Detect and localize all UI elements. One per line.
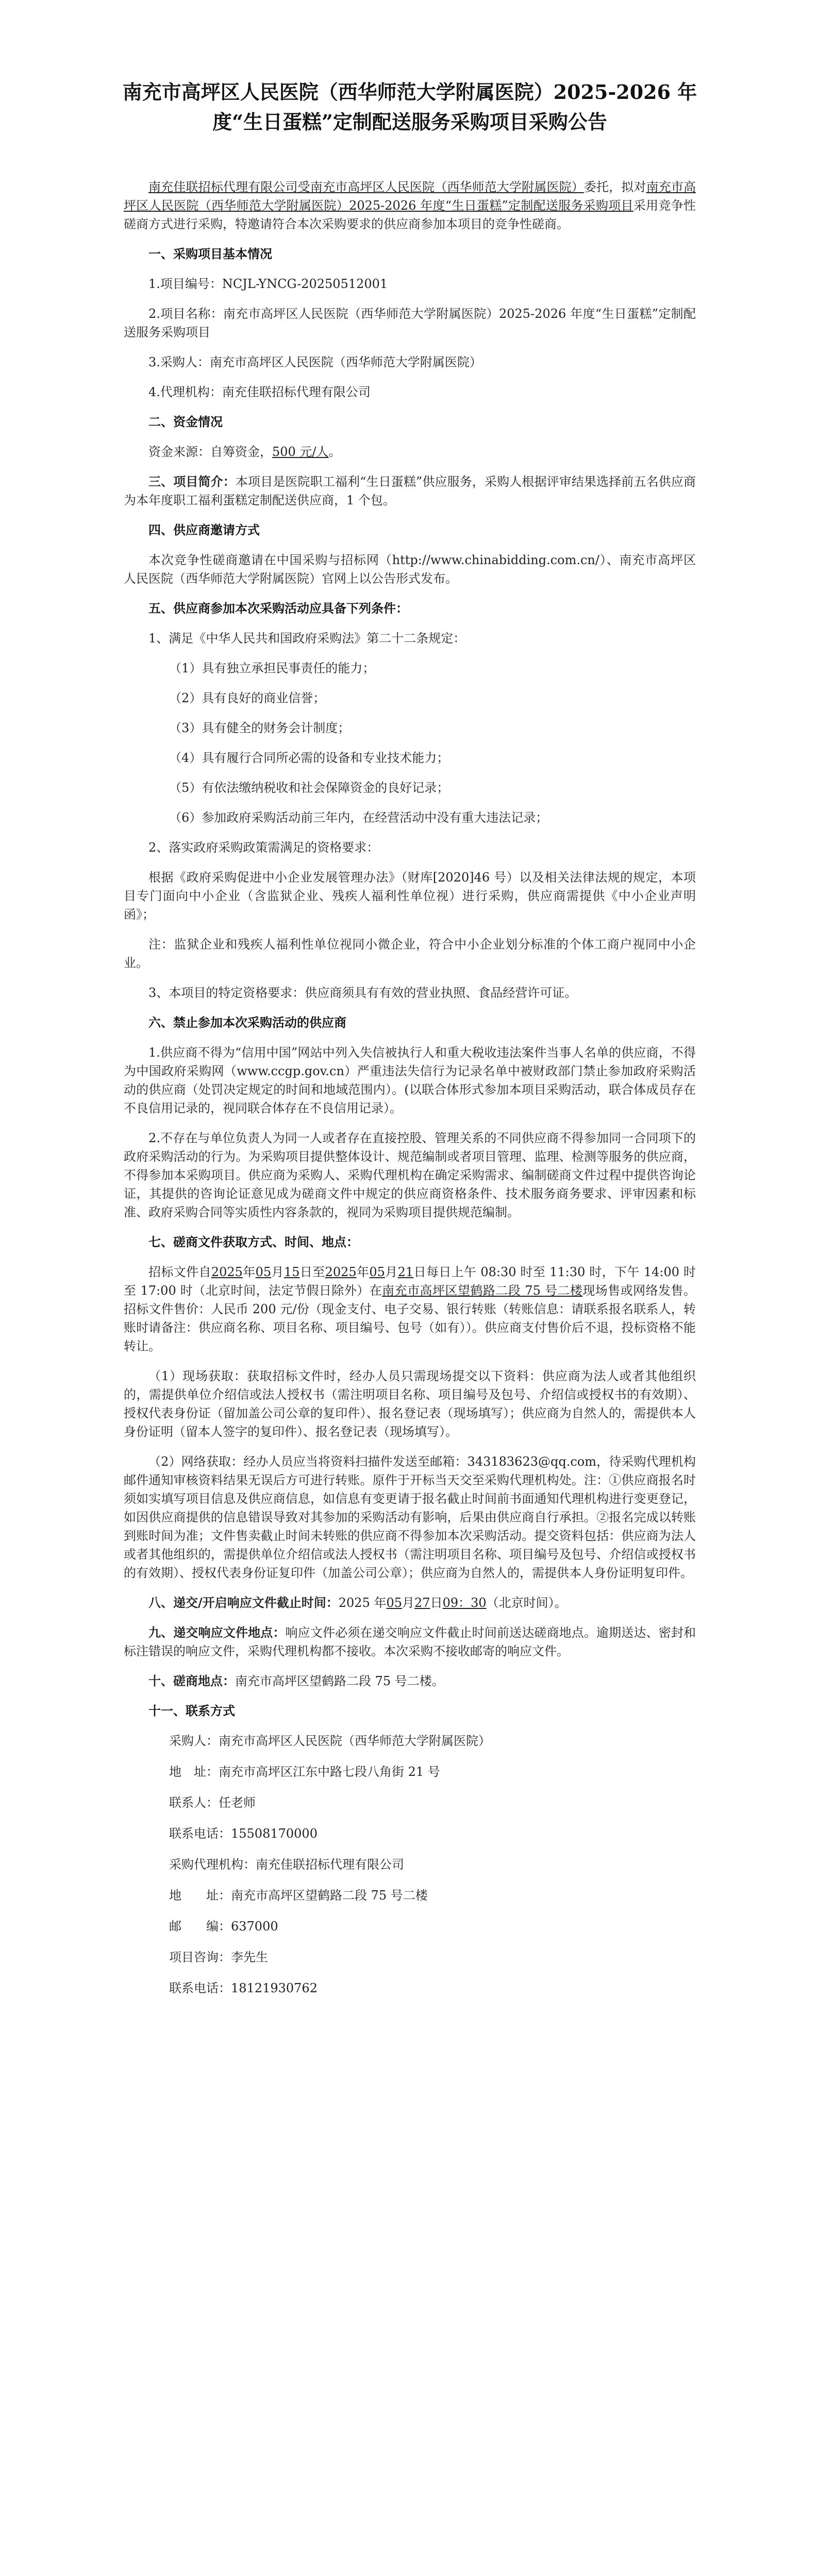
project-number: 1.项目编号：NCJL-YNCG-20250512001 <box>148 277 388 291</box>
condition-1-sub: （1）具有独立承担民事责任的能力； <box>169 661 375 675</box>
text-fragment: 年 <box>356 1265 370 1279</box>
end-day: 21 <box>397 1265 414 1279</box>
section-10 <box>124 1672 696 1690</box>
onsite-acquisition: （1）现场获取：获取招标文件时，经办人员只需现场提交以下资料：供应商为法人或者其他组织的，需提供单位介绍信或法人授权书（需注明项目名称、项目编号及包号、介绍信或授权书的有效期）、授权代表身份证（留加盖公司公章的复印件）、报名登记表（现场填写）；供应商为自然人的，需提供本人身份证明（留本人签字的复印件）、报名登记表（现场填写）。 <box>124 1369 696 1439</box>
section-8-heading: 八、递交/开启响应文件截止时间： <box>148 1595 339 1610</box>
section-6-heading: 六、禁止参加本次采购活动的供应商 <box>148 1015 346 1030</box>
project-name: 2.项目名称：南充市高坪区人民医院（西华师范大学附属医院）2025-2026 年度“生日蛋糕”定制配送服务采购项目 <box>124 307 696 340</box>
condition-1: 1、满足《中华人民共和国政府采购法》第二十二条规定： <box>148 631 466 646</box>
section-9-text: 响应文件必须在递交响应文件截止时间前送达磋商地点。逾期送达、密封和标注错误的响应文件，采购代理机构都不接收。本次采购不接收邮寄的响应文件。 <box>124 1625 696 1658</box>
start-month: 05 <box>255 1265 272 1279</box>
end-year: 2025 <box>325 1265 357 1279</box>
section-7-heading: 七、磋商文件获取方式、时间、地点： <box>148 1234 359 1249</box>
text-fragment: 日至 <box>299 1265 325 1279</box>
deadline-day: 27 <box>414 1596 430 1610</box>
text-fragment: 月 <box>402 1596 415 1610</box>
text-fragment: 招标文件自 <box>148 1265 211 1279</box>
contact-purchaser-phone: 联系电话：15508170000 <box>169 1826 318 1841</box>
start-year: 2025 <box>211 1265 243 1279</box>
section-3-text: 本项目是医院职工福利“生日蛋糕”供应服务，采购人根据评审结果选择前五名供应商为本年度职工福利蛋糕定制配送供应商，1 个包。 <box>124 474 696 507</box>
policy-text: 根据《政府采购促进中小企业发展管理办法》（财库[2020]46 号）以及相关法律法规的规定，本项目专门面向中小企业（含监狱企业、残疾人福利性单位视）进行采购，供应商需提供《中小企业声明函》； <box>124 870 696 922</box>
contact-purchaser: 采购人：南充市高坪区人民医院（西华师范大学附属医院） <box>169 1734 491 1748</box>
text-fragment: 2025 年 <box>338 1596 387 1610</box>
fund-suffix: 。 <box>328 445 341 459</box>
fund-prefix: 资金来源：自筹资金， <box>148 445 272 459</box>
document-body <box>124 178 696 2010</box>
intro-entrust: 委托，拟对 <box>583 180 646 194</box>
contact-agency-person: 项目咨询：李先生 <box>169 1950 268 1964</box>
text-fragment: 年 <box>242 1265 256 1279</box>
intro-paragraph <box>124 178 696 233</box>
section-4-text: 本次竞争性磋商邀请在中国采购与招标网（http://www.chinabidding.com.cn/）、南充市高坪区人民医院（西华师范大学附属医院）官网上以公告形式发布。 <box>124 553 696 586</box>
agency: 4.代理机构：南充佳联招标代理有限公司 <box>148 385 371 399</box>
section-11-heading: 十一、联系方式 <box>148 1703 235 1718</box>
text-fragment: （北京时间）。 <box>486 1596 567 1610</box>
intro-project-name: 南充市高坪区人民医院（西华师范大学附属医院）2025-2026 年度“生日蛋糕”定制配送服务采购项目 <box>124 180 696 213</box>
text-fragment: 日每日上午 08:30 时至 11:30 时，下午 14:00 时至 17:00 时（北京时间，法定节假日除外）在 <box>124 1265 696 1298</box>
contact-purchaser-address: 地 址：南充市高坪区江东中路七段八角街 21 号 <box>169 1765 440 1779</box>
condition-3: 3、本项目的特定资格要求：供应商须具有有效的营业执照、食品经营许可证。 <box>148 986 577 1000</box>
text-fragment: 月 <box>385 1265 398 1279</box>
section-10-text: 南充市高坪区望鹤路二段 75 号二楼。 <box>235 1674 444 1688</box>
condition-1-sub: （4）具有履行合同所必需的设备和专业技术能力； <box>169 751 449 765</box>
section-5-heading: 五、供应商参加本次采购活动应具备下列条件： <box>148 601 408 616</box>
prohibition-1: 1.供应商不得为“信用中国”网站中列入失信被执行人和重大税收违法案件当事人名单的供应商，不得为中国政府采购网（www.ccgp.gov.cn）严重违法失信行为记录名单中被财政部门禁止参加政府采购活动的供应商（处罚决定规定的时间和地域范围内）。(以联合体形式参加本项目采购活动，联合体成员存在不良信用记录的，视同联合体存在不良信用记录）。 <box>124 1045 696 1115</box>
section-10-heading: 十、磋商地点： <box>148 1673 235 1688</box>
page-title: 南充市高坪区人民医院（西华师范大学附属医院）2025-2026 年度“生日蛋糕”定制配送服务采购项目采购公告 <box>122 80 697 133</box>
deadline-month: 05 <box>386 1596 403 1610</box>
policy-note: 注：监狱企业和残疾人福利性单位视同小微企业，符合中小企业划分标准的个体工商户视同中小企业。 <box>124 937 696 970</box>
prohibition-2: 2.不存在与单位负责人为同一人或者存在直接控股、管理关系的不同供应商不得参加同一合同项下的政府采购活动的行为。为采购项目提供整体设计、规范编制或者项目管理、监理、检测等服务的供应商，不得参加本采购项目。供应商为采购人、采购代理机构在确定采购需求、编制磋商文件过程中提供咨询论证，其提供的咨询论证意见成为磋商文件中规定的供应商资格条件、技术服务商务要求、评审因素和标准、政府采购合同等实质性内容条款的，视同为采购项目提供规范编制。 <box>124 1131 696 1219</box>
condition-1-sub: （2）具有良好的商业信誉； <box>169 691 326 705</box>
section-3 <box>124 472 696 510</box>
sale-address: 南充市高坪区望鹤路二段 75 号二楼 <box>382 1283 583 1298</box>
deadline-time: 09：30 <box>442 1596 487 1610</box>
contact-agency-postcode: 邮 编：637000 <box>169 1919 278 1934</box>
contact-agency-address: 地 址：南充市高坪区望鹤路二段 75 号二楼 <box>169 1888 428 1903</box>
document-acquisition <box>124 1263 696 1355</box>
end-month: 05 <box>369 1265 385 1279</box>
section-3-heading: 三、项目简介： <box>148 474 236 489</box>
intro-rest: 采用竞争性磋商方式进行采购，特邀请符合本次采购要求的供应商参加本项目的竞争性磋商。 <box>124 198 696 231</box>
contact-agency-phone: 联系电话：18121930762 <box>169 1981 318 1995</box>
fund-source <box>124 443 696 461</box>
condition-2: 2、落实政府采购政策需满足的资格要求： <box>148 840 379 855</box>
condition-1-sub: （5）有依法缴纳税收和社会保障资金的良好记录； <box>169 781 449 795</box>
condition-1-sub: （3）具有健全的财务会计制度； <box>169 721 350 735</box>
intro-agency: 南充佳联招标代理有限公司受南充市高坪区人民医院（西华师范大学附属医院） <box>148 180 584 194</box>
contact-agency: 采购代理机构：南充佳联招标代理有限公司 <box>169 1857 404 1872</box>
online-acquisition: （2）网络获取：经办人员应当将资料扫描件发送至邮箱：343183623@qq.com，待采购代理机构邮件通知审核资料结果无误后方可进行转账。原件于开标当天交至采购代理机构处。注：①供应商报名时须如实填写项目信息及供应商信息，如信息有变更请于报名截止时间前书面通知代理机构进行变更登记，如因供应商提供的信息错误导致对其参加的采购活动有影响，后果由供应商自行承担。②报名完成以转账到账时间为准；文件售卖截止时间未转账的供应商不得参加本次采购活动。提交资料包括：供应商为法人或者其他组织的，需提供单位介绍信或法人授权书（需注明项目名称、项目编号及包号、介绍信或授权书的有效期）、授权代表身份证复印件（加盖公司公章）；供应商为自然人的，需提供本人身份证明复印件。 <box>124 1454 696 1580</box>
section-2-heading: 二、资金情况 <box>148 414 223 429</box>
section-9 <box>124 1623 696 1660</box>
text-fragment: 日 <box>430 1596 443 1610</box>
contact-purchaser-person: 联系人：任老师 <box>169 1795 256 1810</box>
text-fragment: 月 <box>271 1265 284 1279</box>
purchaser: 3.采购人：南充市高坪区人民医院（西华师范大学附属医院） <box>148 355 482 369</box>
text-fragment: 现场售或网络发售。招标文件售价：人民币 200 元/份（现金支付、电子交易、银行转账（转账信息：请联系报名联系人，转账时请备注：供应商名称、项目名称、项目编号、包号（如有））。供应商支付售价后不退，投标资格不能转让。 <box>124 1283 696 1353</box>
section-1-heading: 一、采购项目基本情况 <box>148 246 272 261</box>
fund-amount: 500 元/人 <box>272 445 329 459</box>
section-4-heading: 四、供应商邀请方式 <box>148 522 260 537</box>
section-9-heading: 九、递交响应文件地点： <box>148 1625 286 1640</box>
section-8 <box>124 1594 696 1612</box>
start-day: 15 <box>283 1265 300 1279</box>
condition-1-sub: （6）参加政府采购活动前三年内，在经营活动中没有重大违法记录； <box>169 810 548 825</box>
